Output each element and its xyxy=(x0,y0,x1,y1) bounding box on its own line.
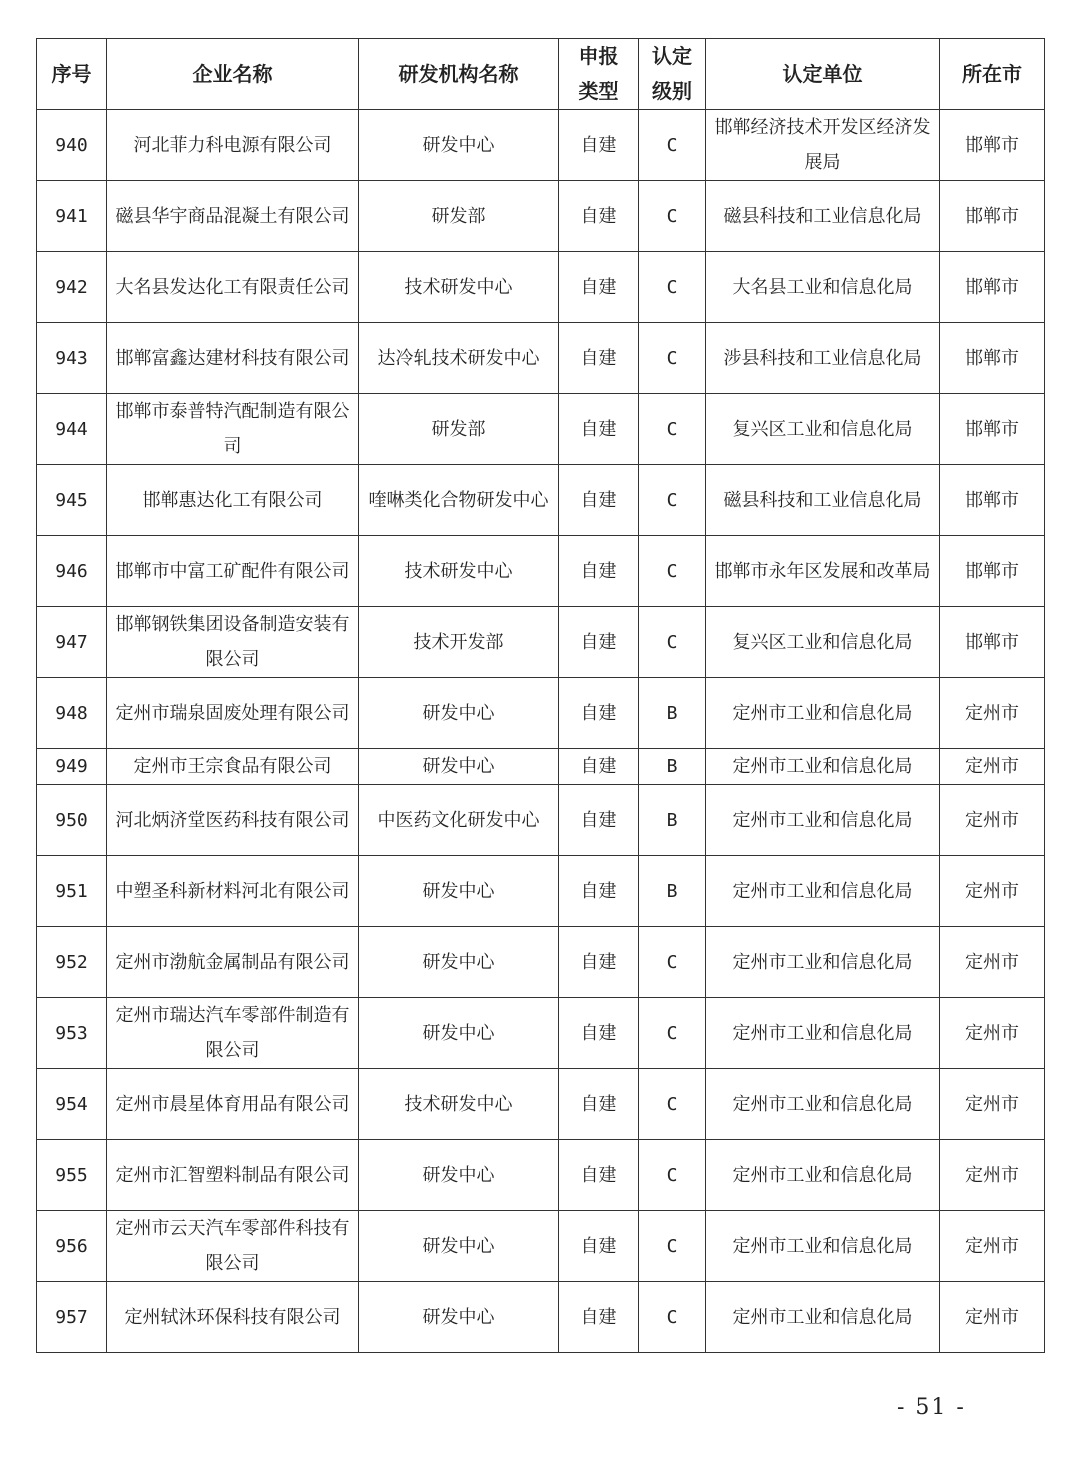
table-row xyxy=(37,536,1045,607)
cell-seq: 943 xyxy=(37,323,107,394)
cell-org: 技术研发中心 xyxy=(359,252,559,323)
table-row xyxy=(37,1211,1045,1282)
cell-unit: 定州市工业和信息化局 xyxy=(706,1069,940,1140)
header-level-line2: 级别 xyxy=(652,79,692,103)
cell-org: 中医药文化研发中心 xyxy=(359,785,559,856)
records-table xyxy=(36,38,1045,1353)
header-company: 企业名称 xyxy=(107,39,359,110)
cell-company: 定州市云天汽车零部件科技有限公司 xyxy=(107,1211,359,1282)
cell-city: 定州市 xyxy=(940,1140,1045,1211)
cell-city: 定州市 xyxy=(940,1282,1045,1353)
cell-company: 邯郸市泰普特汽配制造有限公司 xyxy=(107,394,359,465)
cell-unit: 邯郸经济技术开发区经济发展局 xyxy=(706,110,940,181)
table-row xyxy=(37,749,1045,785)
cell-type: 自建 xyxy=(559,181,639,252)
cell-company: 邯郸钢铁集团设备制造安装有限公司 xyxy=(107,607,359,678)
cell-city: 定州市 xyxy=(940,856,1045,927)
cell-company: 邯郸富鑫达建材科技有限公司 xyxy=(107,323,359,394)
table-row xyxy=(37,323,1045,394)
table-row xyxy=(37,998,1045,1069)
cell-seq: 952 xyxy=(37,927,107,998)
cell-city: 邯郸市 xyxy=(940,110,1045,181)
cell-city: 定州市 xyxy=(940,1069,1045,1140)
cell-type: 自建 xyxy=(559,678,639,749)
cell-org: 技术研发中心 xyxy=(359,1069,559,1140)
cell-company: 大名县发达化工有限责任公司 xyxy=(107,252,359,323)
cell-unit: 定州市工业和信息化局 xyxy=(706,998,940,1069)
cell-seq: 940 xyxy=(37,110,107,181)
cell-city: 邯郸市 xyxy=(940,465,1045,536)
cell-level: C xyxy=(639,536,706,607)
cell-company: 定州市瑞达汽车零部件制造有限公司 xyxy=(107,998,359,1069)
cell-level: B xyxy=(639,785,706,856)
cell-level: B xyxy=(639,678,706,749)
cell-type: 自建 xyxy=(559,998,639,1069)
table-row xyxy=(37,1282,1045,1353)
cell-org: 技术开发部 xyxy=(359,607,559,678)
cell-seq: 942 xyxy=(37,252,107,323)
header-seq: 序号 xyxy=(37,39,107,110)
cell-company: 中塑圣科新材料河北有限公司 xyxy=(107,856,359,927)
cell-level: C xyxy=(639,607,706,678)
cell-company: 定州市瑞泉固废处理有限公司 xyxy=(107,678,359,749)
cell-unit: 磁县科技和工业信息化局 xyxy=(706,181,940,252)
cell-level: C xyxy=(639,1140,706,1211)
cell-unit: 定州市工业和信息化局 xyxy=(706,1282,940,1353)
table-row xyxy=(37,394,1045,465)
cell-org: 研发中心 xyxy=(359,110,559,181)
table-row xyxy=(37,927,1045,998)
cell-unit: 定州市工业和信息化局 xyxy=(706,749,940,785)
cell-company: 定州轼沐环保科技有限公司 xyxy=(107,1282,359,1353)
cell-level: C xyxy=(639,252,706,323)
cell-type: 自建 xyxy=(559,856,639,927)
cell-org: 研发部 xyxy=(359,181,559,252)
cell-level: C xyxy=(639,110,706,181)
table-row xyxy=(37,110,1045,181)
cell-unit: 定州市工业和信息化局 xyxy=(706,678,940,749)
cell-org: 研发中心 xyxy=(359,998,559,1069)
cell-level: C xyxy=(639,181,706,252)
table-row xyxy=(37,465,1045,536)
cell-level: C xyxy=(639,465,706,536)
cell-org: 研发部 xyxy=(359,394,559,465)
cell-seq: 950 xyxy=(37,785,107,856)
cell-org: 技术研发中心 xyxy=(359,536,559,607)
cell-city: 邯郸市 xyxy=(940,394,1045,465)
cell-city: 定州市 xyxy=(940,749,1045,785)
table-body xyxy=(37,110,1045,1353)
cell-level: C xyxy=(639,998,706,1069)
cell-seq: 947 xyxy=(37,607,107,678)
cell-company: 河北菲力科电源有限公司 xyxy=(107,110,359,181)
cell-unit: 大名县工业和信息化局 xyxy=(706,252,940,323)
cell-unit: 定州市工业和信息化局 xyxy=(706,785,940,856)
cell-level: C xyxy=(639,927,706,998)
cell-org: 研发中心 xyxy=(359,678,559,749)
cell-org: 达冷轧技术研发中心 xyxy=(359,323,559,394)
table-row xyxy=(37,252,1045,323)
cell-seq: 941 xyxy=(37,181,107,252)
cell-company: 定州市渤航金属制品有限公司 xyxy=(107,927,359,998)
cell-type: 自建 xyxy=(559,927,639,998)
cell-seq: 949 xyxy=(37,749,107,785)
cell-city: 邯郸市 xyxy=(940,536,1045,607)
cell-city: 邯郸市 xyxy=(940,607,1045,678)
cell-city: 定州市 xyxy=(940,927,1045,998)
cell-unit: 涉县科技和工业信息化局 xyxy=(706,323,940,394)
table-row xyxy=(37,785,1045,856)
cell-seq: 945 xyxy=(37,465,107,536)
cell-seq: 944 xyxy=(37,394,107,465)
cell-unit: 邯郸市永年区发展和改革局 xyxy=(706,536,940,607)
cell-type: 自建 xyxy=(559,252,639,323)
cell-company: 定州市晨星体育用品有限公司 xyxy=(107,1069,359,1140)
header-unit: 认定单位 xyxy=(706,39,940,110)
cell-level: C xyxy=(639,1069,706,1140)
cell-seq: 954 xyxy=(37,1069,107,1140)
cell-city: 定州市 xyxy=(940,998,1045,1069)
header-type-line1: 申报 xyxy=(578,44,619,68)
cell-seq: 946 xyxy=(37,536,107,607)
header-level xyxy=(639,39,706,110)
cell-seq: 948 xyxy=(37,678,107,749)
cell-seq: 957 xyxy=(37,1282,107,1353)
cell-company: 磁县华宇商品混凝土有限公司 xyxy=(107,181,359,252)
cell-city: 定州市 xyxy=(940,785,1045,856)
cell-type: 自建 xyxy=(559,1069,639,1140)
cell-type: 自建 xyxy=(559,749,639,785)
cell-org: 研发中心 xyxy=(359,749,559,785)
cell-org: 研发中心 xyxy=(359,1211,559,1282)
cell-type: 自建 xyxy=(559,785,639,856)
cell-type: 自建 xyxy=(559,1211,639,1282)
cell-unit: 定州市工业和信息化局 xyxy=(706,1140,940,1211)
cell-city: 邯郸市 xyxy=(940,323,1045,394)
cell-type: 自建 xyxy=(559,536,639,607)
cell-level: C xyxy=(639,1211,706,1282)
cell-city: 定州市 xyxy=(940,1211,1045,1282)
cell-unit: 定州市工业和信息化局 xyxy=(706,927,940,998)
cell-company: 邯郸惠达化工有限公司 xyxy=(107,465,359,536)
cell-type: 自建 xyxy=(559,465,639,536)
cell-company: 邯郸市中富工矿配件有限公司 xyxy=(107,536,359,607)
header-city: 所在市 xyxy=(940,39,1045,110)
table-row xyxy=(37,1140,1045,1211)
table-row xyxy=(37,607,1045,678)
cell-type: 自建 xyxy=(559,110,639,181)
header-type-line2: 类型 xyxy=(578,79,619,103)
cell-unit: 复兴区工业和信息化局 xyxy=(706,394,940,465)
cell-org: 研发中心 xyxy=(359,927,559,998)
cell-company: 定州市王宗食品有限公司 xyxy=(107,749,359,785)
cell-type: 自建 xyxy=(559,1282,639,1353)
header-row xyxy=(37,39,1045,110)
cell-type: 自建 xyxy=(559,1140,639,1211)
cell-city: 邯郸市 xyxy=(940,181,1045,252)
header-org: 研发机构名称 xyxy=(359,39,559,110)
cell-level: C xyxy=(639,323,706,394)
cell-seq: 955 xyxy=(37,1140,107,1211)
cell-level: C xyxy=(639,1282,706,1353)
cell-unit: 复兴区工业和信息化局 xyxy=(706,607,940,678)
header-level-line1: 认定 xyxy=(652,44,692,68)
cell-company: 河北炳济堂医药科技有限公司 xyxy=(107,785,359,856)
header-type xyxy=(559,39,639,110)
cell-unit: 定州市工业和信息化局 xyxy=(706,1211,940,1282)
cell-city: 定州市 xyxy=(940,678,1045,749)
table-row xyxy=(37,856,1045,927)
cell-org: 研发中心 xyxy=(359,1282,559,1353)
cell-level: C xyxy=(639,394,706,465)
cell-type: 自建 xyxy=(559,323,639,394)
cell-unit: 磁县科技和工业信息化局 xyxy=(706,465,940,536)
cell-unit: 定州市工业和信息化局 xyxy=(706,856,940,927)
table-row xyxy=(37,678,1045,749)
cell-org: 研发中心 xyxy=(359,1140,559,1211)
cell-org: 喹啉类化合物研发中心 xyxy=(359,465,559,536)
cell-level: B xyxy=(639,856,706,927)
cell-company: 定州市汇智塑料制品有限公司 xyxy=(107,1140,359,1211)
cell-type: 自建 xyxy=(559,607,639,678)
cell-seq: 951 xyxy=(37,856,107,927)
cell-type: 自建 xyxy=(559,394,639,465)
cell-seq: 953 xyxy=(37,998,107,1069)
table-row xyxy=(37,181,1045,252)
page-number: - 51 - xyxy=(897,1395,966,1420)
cell-level: B xyxy=(639,749,706,785)
table-row xyxy=(37,1069,1045,1140)
cell-seq: 956 xyxy=(37,1211,107,1282)
cell-city: 邯郸市 xyxy=(940,252,1045,323)
cell-org: 研发中心 xyxy=(359,856,559,927)
